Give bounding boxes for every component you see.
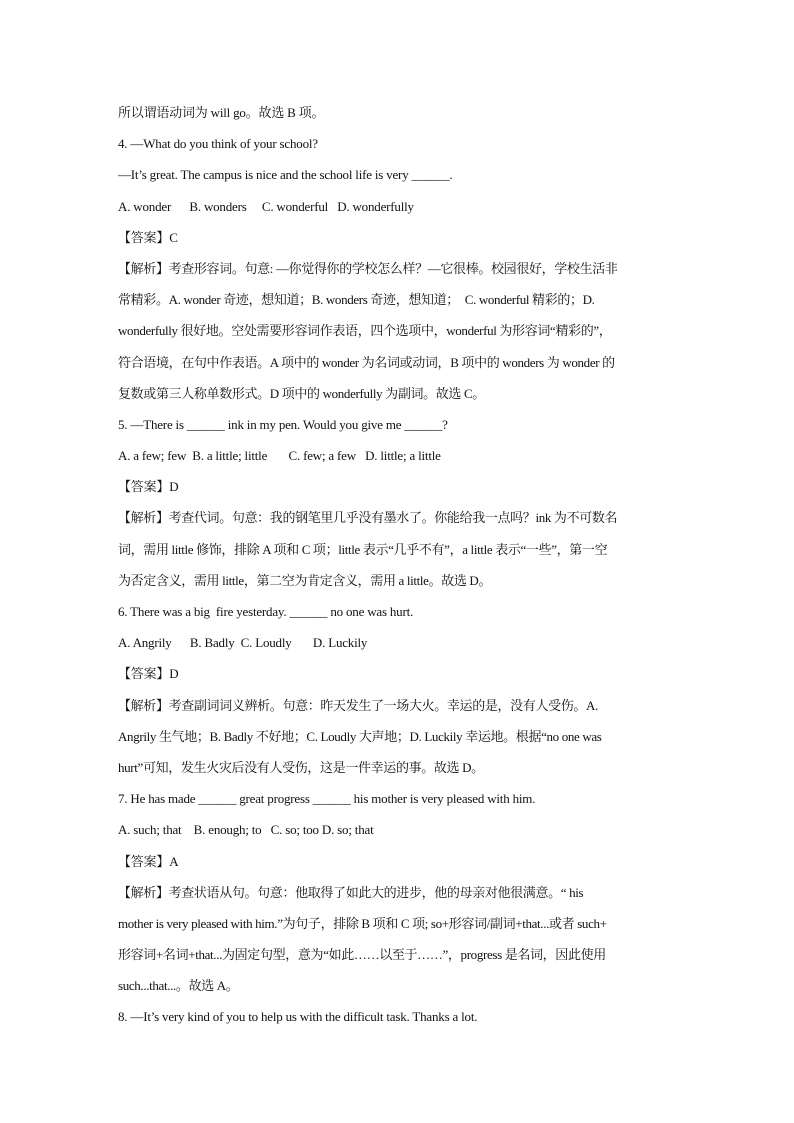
question-5-options: A. a few; few B. a little; little C. few; a few D. little; a little bbox=[118, 448, 441, 464]
question-6-analysis-line: hurt”可知，发生火灾后没有人受伤，这是一件幸运的事。故选 D。 bbox=[118, 759, 484, 775]
question-4-analysis-line: 常精彩。A. wonder 奇迹，想知道；B. wonders 奇迹，想知道； C. wonderful 精彩的；D. bbox=[118, 292, 595, 308]
question-6-stem: 6. There was a big fire yesterday. ______ no one was hurt. bbox=[118, 604, 414, 619]
question-6-analysis-line: 【解析】考查副词词义辨析。句意：昨天发生了一场大火。幸运的是，没有人受伤。A. bbox=[118, 697, 598, 713]
question-4-answer: 【答案】C bbox=[118, 229, 178, 245]
question-5-analysis-line: 为否定含义，需用 little，第二空为肯定含义，需用 a little。故选 D。 bbox=[118, 572, 492, 588]
question-4-analysis-line: wonderfully 很好地。空处需要形容词作表语，四个选项中，wonderful 为形容词“精彩的”， bbox=[118, 323, 612, 339]
document-page bbox=[118, 102, 678, 1038]
question-4-analysis-line: 符合语境，在句中作表语。A 项中的 wonder 为名词或动词，B 项中的 wonders 为 wonder 的 bbox=[118, 354, 615, 370]
question-7-analysis-line: such...that...。故选 A。 bbox=[118, 978, 239, 994]
question-4-response: —It’s great. The campus is nice and the school life is very ______. bbox=[118, 167, 453, 183]
question-7-options: A. such; that B. enough; to C. so; too D. so; that bbox=[118, 822, 374, 838]
question-7-analysis-line: mother is very pleased with him.”为句子，排除 B 项和 C 项; so+形容词/副词+that...或者 such+ bbox=[118, 915, 607, 931]
question-5-analysis-line: 【解析】考查代词。句意：我的钢笔里几乎没有墨水了。你能给我一点吗？ink 为不可数名 bbox=[118, 510, 618, 526]
question-5-answer: 【答案】D bbox=[118, 479, 179, 495]
question-4-options: A. wonder B. wonders C. wonderful D. wonderfully bbox=[118, 198, 414, 214]
text-line: 所以谓语动词为 will go。故选 B 项。 bbox=[118, 105, 325, 120]
question-4-stem: 4. —What do you think of your school? bbox=[118, 136, 318, 152]
question-6-answer: 【答案】D bbox=[118, 666, 179, 682]
question-7-analysis-line: 【解析】考查状语从句。句意：他取得了如此大的进步，他的母亲对他很满意。“ his bbox=[118, 884, 584, 900]
question-4-analysis-line: 复数或第三人称单数形式。D 项中的 wonderfully 为副词。故选 C。 bbox=[118, 385, 485, 401]
question-7-analysis-line: 形容词+名词+that...为固定句型，意为“如此……以至于……”，progress 是名词，因此使用 bbox=[118, 947, 606, 963]
question-4-analysis-line: 【解析】考查形容词。句意: —你觉得你的学校怎么样？—它很棒。校园很好，学校生活非 bbox=[118, 260, 618, 276]
question-7-answer: 【答案】A bbox=[118, 853, 179, 869]
question-5-stem: 5. —There is ______ ink in my pen. Would you give me ______? bbox=[118, 416, 448, 432]
question-7-stem: 7. He has made ______ great progress ______ his mother is very pleased with him. bbox=[118, 791, 536, 807]
question-6-options: A. Angrily B. Badly C. Loudly D. Luckily bbox=[118, 635, 368, 651]
question-8-stem: 8. —It’s very kind of you to help us with the difficult task. Thanks a lot. bbox=[118, 1009, 478, 1025]
question-6-analysis-line: Angrily 生气地；B. Badly 不好地；C. Loudly 大声地；D. Luckily 幸运地。根据“no one was bbox=[118, 728, 602, 744]
question-5-analysis-line: 词，需用 little 修饰，排除 A 项和 C 项；little 表示“几乎不有”，a little 表示“一些”，第一空 bbox=[118, 541, 608, 557]
